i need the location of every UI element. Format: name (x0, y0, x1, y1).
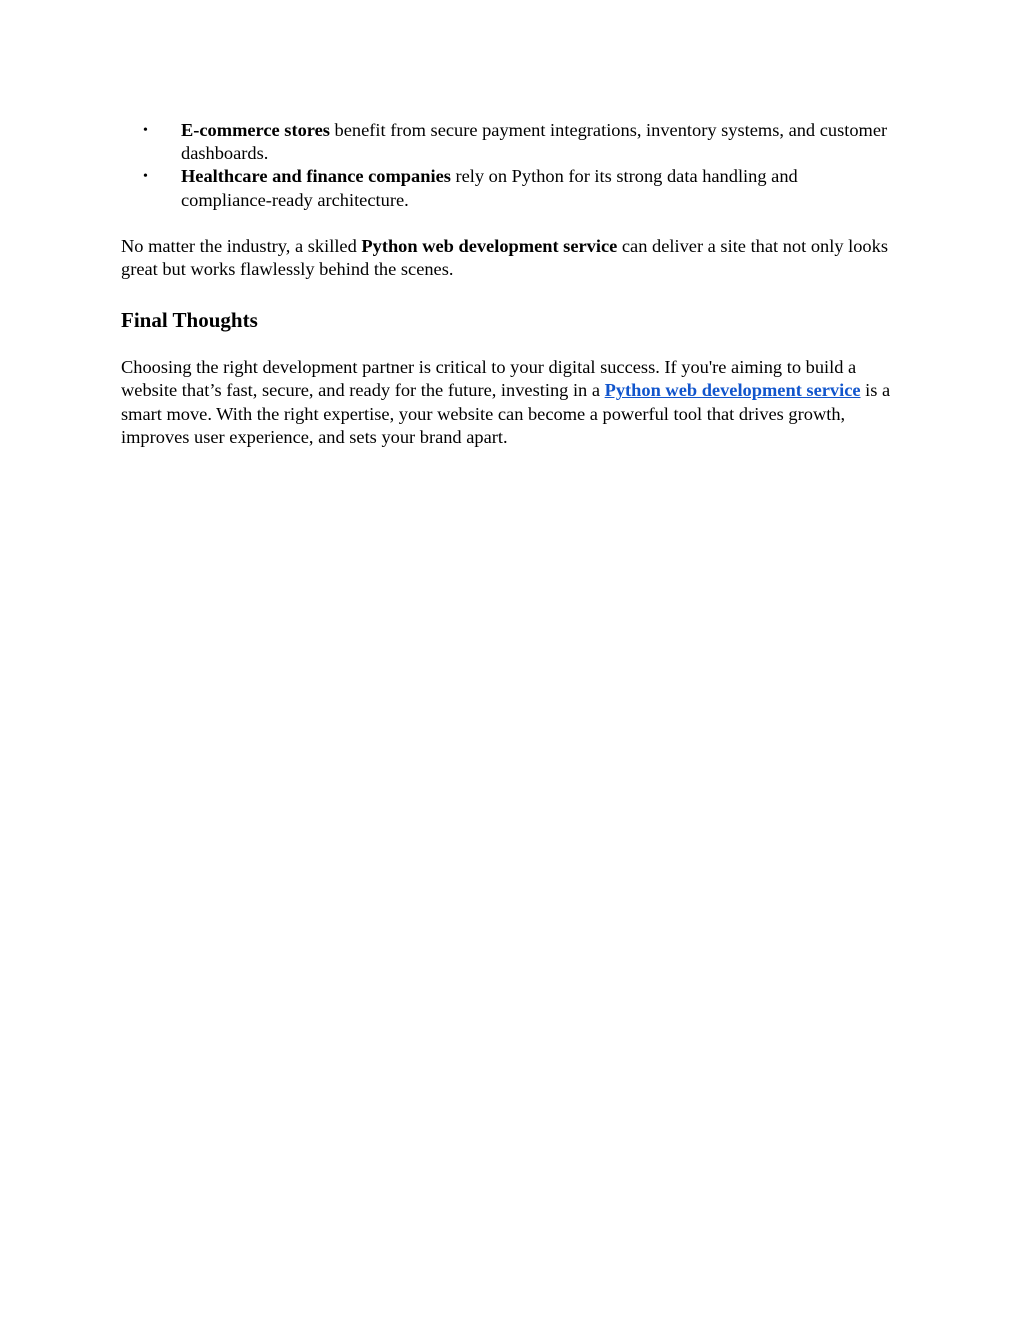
paragraph-text: Choosing the right development partner is critical to your digital success. If you're aiming to build a website that’s fast, secure, and ready for the future, investing in a (121, 357, 857, 401)
section-heading: Final Thoughts (121, 308, 258, 333)
list-item (121, 165, 891, 211)
bullet-icon: • (143, 123, 148, 138)
paragraph-text: No matter the industry, a skilled (121, 235, 362, 256)
bullet-text: benefit from secure payment integrations, inventory systems, and customer dashboards. (181, 120, 888, 164)
bullet-bold-text: E-commerce stores (181, 120, 330, 140)
bullet-icon: • (143, 169, 148, 185)
industry-bullet-list (121, 119, 891, 212)
bullet-bold-text: Healthcare and finance companies (181, 166, 451, 187)
list-item (121, 119, 891, 165)
paragraph-text: is a smart move. With the right expertise, your website can become a powerful tool that drives growth, improves user experience, and sets your brand apart. (121, 380, 891, 447)
document-content (121, 119, 891, 449)
paragraph-text: can deliver a site that not only looks great but works flawlessly behind the scenes. (121, 235, 888, 280)
final-thoughts-paragraph (121, 356, 891, 449)
industry-summary-paragraph (121, 235, 891, 281)
paragraph-bold-text: Python web development service (361, 235, 618, 256)
bullet-text: rely on Python for its strong data handling and compliance-ready architecture. (181, 166, 798, 210)
python-web-development-link[interactable]: Python web development service (604, 380, 861, 401)
